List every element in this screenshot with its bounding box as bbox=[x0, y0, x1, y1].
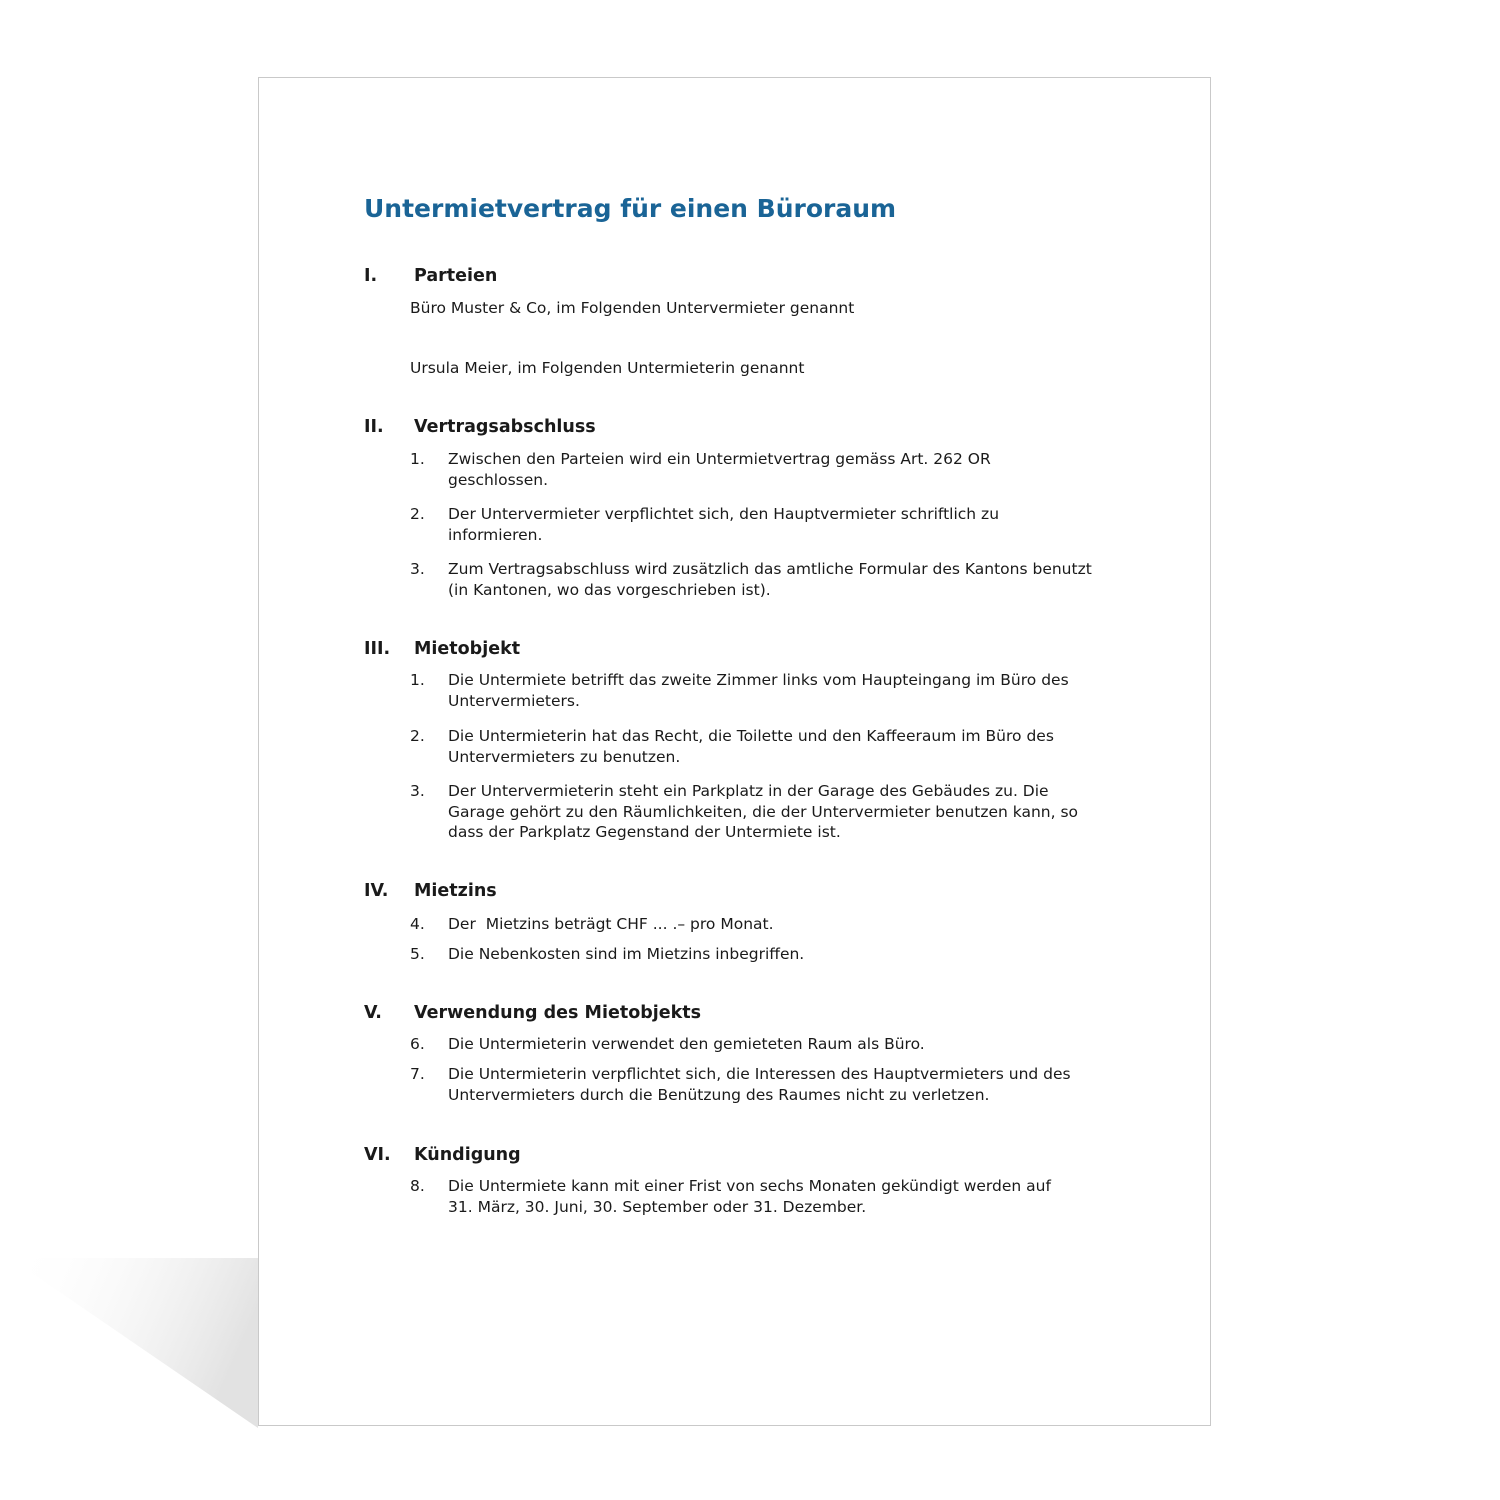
list-item bbox=[410, 1034, 1170, 1055]
item-text bbox=[448, 944, 1170, 965]
list-item bbox=[410, 1176, 1170, 1217]
item-line: Der Untervermieter verpflichtet sich, den Hauptvermieter schriftlich zu bbox=[448, 505, 1000, 523]
item-text bbox=[448, 726, 1170, 767]
section-parteien bbox=[364, 265, 1154, 287]
item-text bbox=[448, 781, 1170, 843]
item-line: Die Untermiete betrifft das zweite Zimmer links vom Haupteingang im Büro des bbox=[448, 671, 1069, 689]
document-page bbox=[258, 77, 1211, 1426]
item-text bbox=[448, 504, 1170, 545]
party-landlord: Büro Muster & Co, im Folgenden Untervermieter genannt bbox=[410, 299, 855, 317]
item-number: 1. bbox=[410, 671, 425, 689]
item-line: Der Mietzins beträgt CHF ... .– pro Monat. bbox=[448, 915, 774, 933]
item-line: (in Kantonen, wo das vorgeschrieben ist). bbox=[448, 580, 771, 599]
item-line: Zwischen den Parteien wird ein Untermietvertrag gemäss Art. 262 OR bbox=[448, 450, 991, 468]
section-number: VI. bbox=[364, 1145, 391, 1165]
item-text bbox=[448, 559, 1170, 600]
list-item bbox=[410, 944, 1170, 965]
section-title: Mietobjekt bbox=[414, 639, 521, 659]
section-heading bbox=[364, 416, 1154, 438]
section-heading bbox=[364, 1002, 1154, 1024]
item-line: Garage gehört zu den Räumlichkeiten, die der Untervermieter benutzen kann, so bbox=[448, 802, 1079, 821]
item-number: 3. bbox=[410, 560, 425, 578]
item-line: informieren. bbox=[448, 525, 543, 544]
list-item bbox=[410, 781, 1170, 843]
item-number: 8. bbox=[410, 1177, 425, 1195]
item-line: Untervermieters durch die Benützung des Raumes nicht zu verletzen. bbox=[448, 1085, 990, 1104]
section-number: V. bbox=[364, 1003, 382, 1023]
item-line: dass der Parkplatz Gegenstand der Untermiete ist. bbox=[448, 823, 841, 841]
section-title: Mietzins bbox=[414, 881, 497, 901]
item-text bbox=[448, 1064, 1170, 1105]
list-item bbox=[410, 726, 1170, 767]
item-number: 1. bbox=[410, 450, 425, 468]
item-number: 7. bbox=[410, 1065, 425, 1083]
item-number: 2. bbox=[410, 505, 425, 523]
item-line: Untervermieters. bbox=[448, 691, 580, 710]
section-mietzins bbox=[364, 880, 1154, 902]
section-number: II. bbox=[364, 417, 384, 437]
section-vertragsabschluss bbox=[364, 416, 1154, 438]
section-title: Vertragsabschluss bbox=[414, 417, 596, 437]
item-line: Die Untermieterin hat das Recht, die Toilette und den Kaffeeraum im Büro des bbox=[448, 727, 1054, 745]
section-number: IV. bbox=[364, 881, 389, 901]
section-heading bbox=[364, 265, 1154, 287]
section-heading bbox=[364, 1144, 1154, 1166]
item-line: Die Nebenkosten sind im Mietzins inbegriffen. bbox=[448, 945, 805, 963]
item-line: geschlossen. bbox=[448, 470, 549, 489]
item-line: Untervermieters zu benutzen. bbox=[448, 747, 681, 766]
section-heading bbox=[364, 880, 1154, 902]
list-item bbox=[410, 504, 1170, 545]
section-heading bbox=[364, 638, 1154, 660]
item-number: 6. bbox=[410, 1035, 425, 1053]
item-line: Der Untervermieterin steht ein Parkplatz in der Garage des Gebäudes zu. Die bbox=[448, 782, 1049, 800]
item-number: 5. bbox=[410, 945, 425, 963]
section-number: III. bbox=[364, 639, 391, 659]
list-item bbox=[410, 559, 1170, 600]
section-title: Parteien bbox=[414, 266, 498, 286]
item-line: Die Untermieterin verpflichtet sich, die Interessen des Hauptvermieters und des bbox=[448, 1065, 1071, 1083]
item-number: 2. bbox=[410, 727, 425, 745]
item-line: Die Untermieterin verwendet den gemieteten Raum als Büro. bbox=[448, 1035, 925, 1053]
list-item bbox=[410, 914, 1170, 935]
section-kuendigung bbox=[364, 1144, 1154, 1166]
section-verwendung bbox=[364, 1002, 1154, 1024]
item-line: 31. März, 30. Juni, 30. September oder 31. Dezember. bbox=[448, 1197, 867, 1216]
list-item bbox=[410, 1064, 1170, 1105]
item-number: 3. bbox=[410, 782, 425, 800]
item-text bbox=[448, 670, 1170, 711]
section-mietobjekt bbox=[364, 638, 1154, 660]
item-line: Zum Vertragsabschluss wird zusätzlich das amtliche Formular des Kantons benutzt bbox=[448, 560, 1092, 578]
item-text bbox=[448, 914, 1170, 935]
item-text bbox=[448, 1176, 1170, 1217]
list-item bbox=[410, 449, 1170, 490]
document-title: Untermietvertrag für einen Büroraum bbox=[364, 194, 897, 223]
list-item bbox=[410, 670, 1170, 711]
section-number: I. bbox=[364, 266, 378, 286]
section-title: Kündigung bbox=[414, 1145, 521, 1165]
item-text bbox=[448, 1034, 1170, 1055]
item-line: Die Untermiete kann mit einer Frist von sechs Monaten gekündigt werden auf bbox=[448, 1177, 1051, 1195]
party-tenant: Ursula Meier, im Folgenden Untermieterin genannt bbox=[410, 359, 805, 377]
item-text bbox=[448, 449, 1170, 490]
section-title: Verwendung des Mietobjekts bbox=[414, 1003, 702, 1023]
item-number: 4. bbox=[410, 915, 425, 933]
